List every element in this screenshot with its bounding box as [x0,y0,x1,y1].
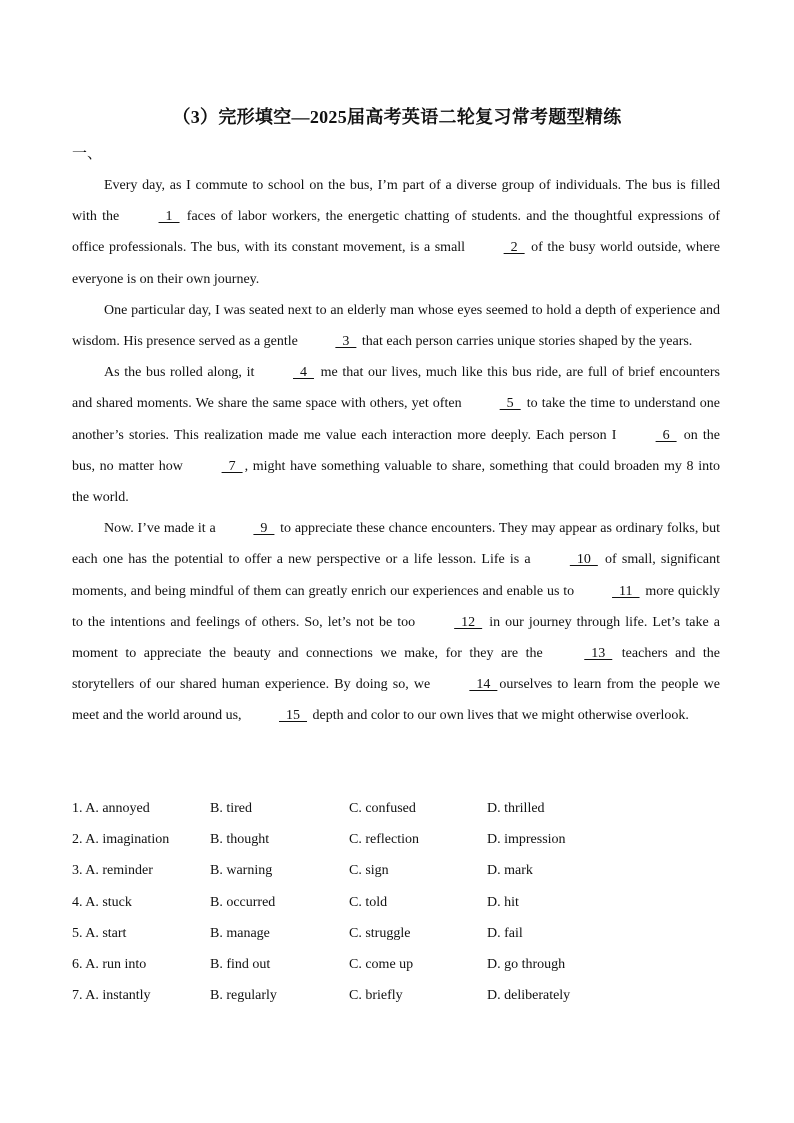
answer-blank[interactable]: 1 [158,209,180,225]
answer-blank[interactable]: 14 [469,677,498,693]
passage-text: One particular day, I was seated next to an elderly man whose eyes seemed to hold a depth of experience and wisdom. His presence served as a gentle [72,302,720,350]
option-choice[interactable]: B. tired [210,801,252,816]
option-row [72,855,720,886]
option-choice[interactable]: C. briefly [349,988,403,1004]
passage-text: ourselves to learn from the people we meet and the world around us, [72,677,720,724]
passage-paragraph [72,357,720,513]
passage-text: to take the time to understand one another’s stories. This realization made me value each interaction more deeply. Each person I [72,396,720,443]
passage-paragraph [72,513,720,731]
passage-text: more quickly to the intentions and feelings of others. So, let’s not be too [72,583,720,630]
option-row [72,793,720,824]
option-choice[interactable]: C. reflection [349,832,419,848]
option-choice[interactable]: 7. A. instantly [72,988,151,1004]
option-choice[interactable]: C. sign [349,863,389,879]
answer-blank[interactable]: 12 [454,614,483,630]
option-choice[interactable]: B. thought [210,832,270,848]
option-choice[interactable]: B. find out [210,956,271,972]
passage-text: Every day, as I commute to school on the bus, I’m part of a diverse group of individuals. The bus is filled with the [72,178,720,225]
answer-blank[interactable]: 4 [293,365,314,381]
passage-text: on the bus, no matter how [72,427,720,474]
option-choice[interactable]: 5. A. start [72,925,127,941]
passage-text: teachers and the storytellers of our shared human experience. By doing so, we [72,646,720,693]
option-row [72,980,720,1011]
answer-blank[interactable]: 5 [499,396,521,412]
option-choice[interactable]: D. impression [487,832,566,848]
option-row [72,887,720,918]
option-choice[interactable]: D. mark [487,863,533,879]
passage-text: of small, significant moments, and being mindful of them can greatly enrich our experiences and enable us to [72,552,720,599]
option-choice[interactable]: C. struggle [349,925,411,941]
passage-text: Now. I’ve made it a [104,521,220,537]
option-choice[interactable]: D. go through [487,956,566,972]
option-choice[interactable]: B. warning [210,863,273,879]
passage-text: in our journey through life. Let’s take a moment to appreciate the beauty and connections we make, for they are the [72,614,720,662]
answer-blank[interactable]: 10 [569,552,598,568]
passage-text: to appreciate these chance encounters. They may appear as ordinary folks, but each one has the potential to offer a new perspective or a life lesson. Life is a [72,521,720,568]
passage-paragraph [72,295,720,357]
passage-paragraph [72,170,720,295]
option-row [72,949,720,980]
answer-options [72,793,720,1011]
passage-text: As the bus rolled along, it [104,365,259,381]
passage-text: , might have something valuable to share, something that could broaden my 8 into the world. [72,458,720,506]
answer-blank[interactable]: 3 [335,334,357,350]
option-choice[interactable]: D. hit [487,894,519,910]
option-choice[interactable]: 4. A. stuck [72,894,132,910]
answer-blank[interactable]: 13 [584,646,613,662]
answer-blank[interactable]: 2 [503,240,525,256]
answer-blank[interactable]: 6 [655,427,677,443]
document-title: （3）完形填空—2025届高考英语二轮复习常考题型精练 [172,107,622,127]
option-choice[interactable]: B. regularly [210,988,277,1004]
option-choice[interactable]: 1. A. annoyed [72,801,150,816]
passage-text: depth and color to our own lives that we might otherwise overlook. [309,708,689,724]
option-choice[interactable]: B. manage [210,925,270,941]
passage-text: that each person carries unique stories shaped by the years. [358,334,693,350]
passage-text: faces of labor workers, the energetic chatting of students. and the thoughtful expressions of office professionals. The bus, with its constant movement, is a small [72,209,720,256]
option-choice[interactable]: D. deliberately [487,988,571,1004]
cloze-passage [72,170,720,732]
option-choice[interactable]: C. told [349,894,388,910]
option-choice[interactable]: 2. A. imagination [72,832,170,848]
option-choice[interactable]: 6. A. run into [72,956,147,972]
option-choice[interactable]: C. come up [349,956,414,972]
answer-blank[interactable]: 15 [279,708,308,724]
option-row [72,918,720,949]
option-choice[interactable]: D. fail [487,925,523,941]
option-row [72,824,720,855]
passage-text: of the busy world outside, where everyone is on their own journey. [72,240,720,287]
option-choice[interactable]: C. confused [349,801,416,816]
option-choice[interactable]: D. thrilled [487,801,545,816]
passage-text: me that our lives, much like this bus ride, are full of brief encounters and shared moments. We share the same space with others, yet often [72,365,720,412]
answer-blank[interactable]: 7 [221,458,243,474]
option-choice[interactable]: 3. A. reminder [72,863,153,879]
option-choice[interactable]: B. occurred [210,894,276,910]
answer-blank[interactable]: 11 [612,583,640,599]
section-number: 一、 [72,146,103,162]
answer-blank[interactable]: 9 [253,521,275,537]
